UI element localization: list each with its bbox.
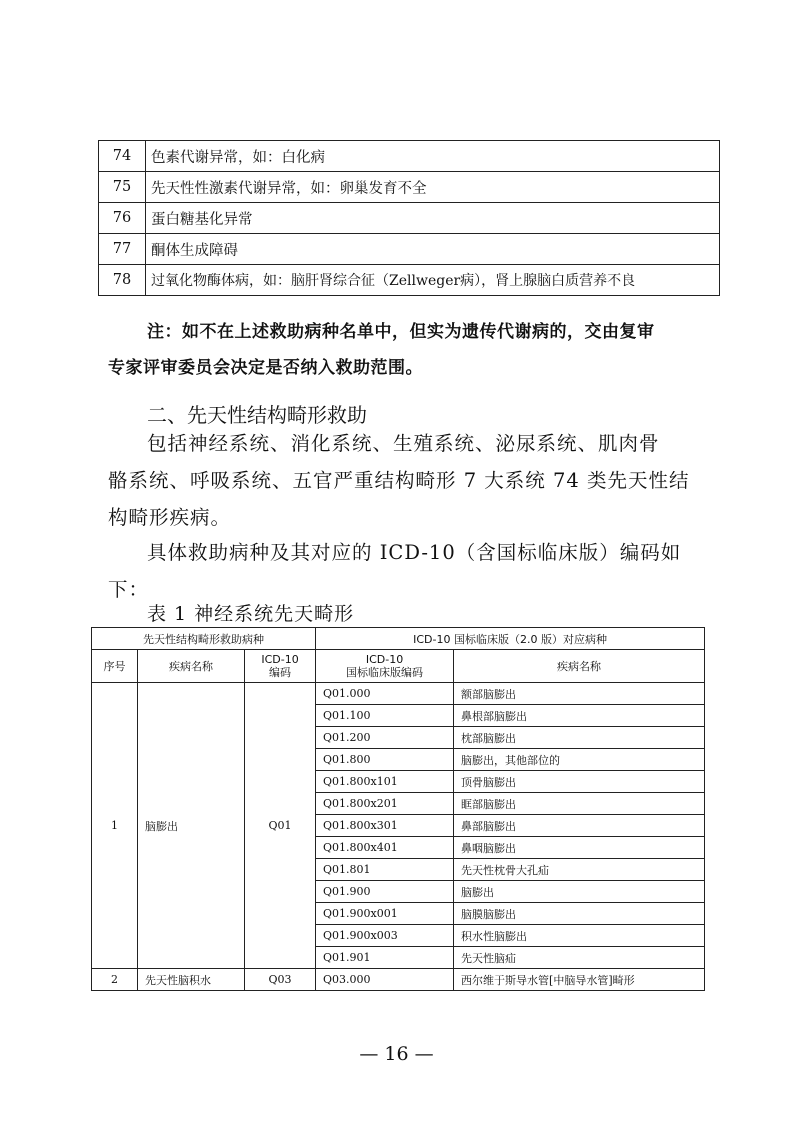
gb-disease-name: 枕部脑膨出 (454, 727, 705, 749)
table-row (99, 203, 720, 234)
gb-code: Q03.000 (316, 969, 454, 991)
col-header-gb-name: 疾病名称 (454, 650, 705, 683)
para2-line-2: 下： (108, 578, 150, 601)
table-caption: 表 1 神经系统先天畸形 (147, 603, 355, 625)
group-disease-name: 先天性脑积水 (138, 969, 245, 991)
section-paragraph-2 (108, 534, 708, 608)
col-header-icd (245, 650, 316, 683)
col-header-no: 序号 (92, 650, 138, 683)
table-row (99, 172, 720, 203)
table-row (92, 683, 705, 705)
gb-disease-name: 积水性脑膨出 (454, 925, 705, 947)
gb-code: Q01.000 (316, 683, 454, 705)
hereditary-disease-table (98, 140, 720, 296)
gb-disease-name: 先天性枕骨大孔疝 (454, 859, 705, 881)
row-text: 酮体生成障碍 (146, 234, 720, 265)
col-header-name: 疾病名称 (138, 650, 245, 683)
table-column-header-row (92, 650, 705, 683)
gb-code: Q01.800x301 (316, 815, 454, 837)
gb-code: Q01.901 (316, 947, 454, 969)
table-row (92, 969, 705, 991)
gb-disease-name: 额部脑膨出 (454, 683, 705, 705)
section-paragraph-1 (108, 425, 708, 536)
row-text: 过氧化物酶体病，如：脑肝肾综合征（Zellweger病），肾上腺脑白质营养不良 (146, 265, 720, 296)
gb-disease-name: 脑膜脑膨出 (454, 903, 705, 925)
note-line-2: 专家评审委员会决定是否纳入救助范围。 (108, 358, 423, 378)
gb-disease-name: 脑膨出，其他部位的 (454, 749, 705, 771)
para1-line-3: 构畸形疾病。 (108, 506, 232, 529)
gb-disease-name: 西尔维于斯导水管[中脑导水管]畸形 (454, 969, 705, 991)
gb-code: Q01.200 (316, 727, 454, 749)
row-text: 色素代谢异常，如：白化病 (146, 141, 720, 172)
col-header-gb-code (316, 650, 454, 683)
col-header-gb-line-1: ICD-10 (365, 653, 404, 666)
gb-code: Q01.900x001 (316, 903, 454, 925)
col-header-gb-line-2: 国标临床版编码 (346, 666, 424, 679)
gb-code: Q01.801 (316, 859, 454, 881)
para1-line-1: 包括神经系统、消化系统、生殖系统、泌尿系统、肌肉骨 (147, 432, 660, 455)
group-icd-code: Q03 (245, 969, 316, 991)
gb-disease-name: 鼻根部脑膨出 (454, 705, 705, 727)
row-number: 78 (99, 265, 146, 296)
row-number: 76 (99, 203, 146, 234)
para1-line-2: 骼系统、呼吸系统、五官严重结构畸形 7 大系统 74 类先天性结 (108, 469, 690, 492)
row-text: 蛋白糖基化异常 (146, 203, 720, 234)
group-header-right: ICD-10 国标临床版（2.0 版）对应病种 (316, 628, 705, 650)
gb-disease-name: 顶骨脑膨出 (454, 771, 705, 793)
gb-code: Q01.800x401 (316, 837, 454, 859)
gb-code: Q01.800x101 (316, 771, 454, 793)
row-number: 74 (99, 141, 146, 172)
table-row (99, 141, 720, 172)
gb-disease-name: 眶部脑膨出 (454, 793, 705, 815)
nervous-system-malformation-table (91, 627, 705, 991)
row-number: 75 (99, 172, 146, 203)
table-group-header-row (92, 628, 705, 650)
table-row (99, 265, 720, 296)
group-number: 2 (92, 969, 138, 991)
gb-disease-name: 鼻咽脑膨出 (454, 837, 705, 859)
page-number: — 16 — (359, 1043, 434, 1065)
row-number: 77 (99, 234, 146, 265)
section-heading: 二、先天性结构畸形救助 (147, 403, 367, 427)
col-header-icd-line-2: 编码 (269, 666, 292, 679)
group-disease-name: 脑膨出 (138, 683, 245, 969)
group-icd-code: Q01 (245, 683, 316, 969)
gb-code: Q01.900x003 (316, 925, 454, 947)
col-header-icd-line-1: ICD-10 (261, 653, 299, 666)
gb-disease-name: 脑膨出 (454, 881, 705, 903)
gb-disease-name: 鼻部脑膨出 (454, 815, 705, 837)
note-line-1: 注：如不在上述救助病种名单中，但实为遗传代谢病的，交由复审 (147, 322, 655, 342)
gb-disease-name: 先天性脑疝 (454, 947, 705, 969)
group-number: 1 (92, 683, 138, 969)
para2-line-1: 具体救助病种及其对应的 ICD-10（含国标临床版）编码如 (147, 541, 682, 564)
gb-code: Q01.800 (316, 749, 454, 771)
gb-code: Q01.100 (316, 705, 454, 727)
row-text: 先天性性激素代谢异常，如：卵巢发育不全 (146, 172, 720, 203)
group-header-left: 先天性结构畸形救助病种 (92, 628, 316, 650)
gb-code: Q01.900 (316, 881, 454, 903)
table-row (99, 234, 720, 265)
gb-code: Q01.800x201 (316, 793, 454, 815)
